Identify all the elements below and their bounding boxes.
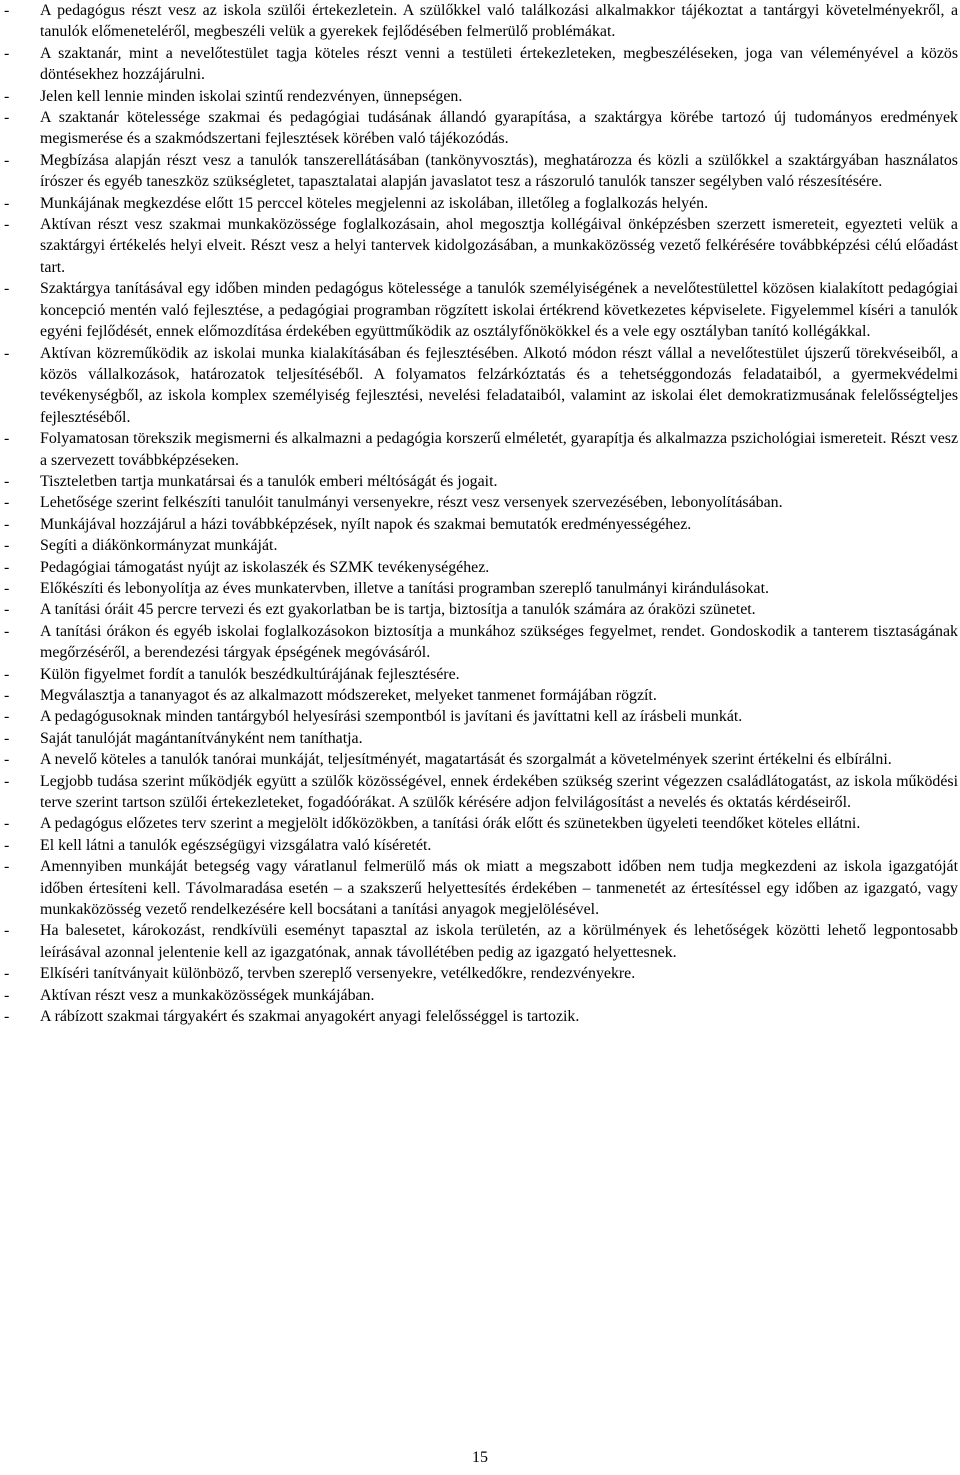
bullet-dash: - — [4, 622, 10, 640]
bullet-dash: - — [4, 109, 10, 127]
list-item-text: Saját tanulóját magántanítványként nem taníthatja. — [40, 729, 363, 747]
list-item-text: Előkészíti és lebonyolítja az éves munkatervben, illetve a tanítási programban szereplő tanulmányi kirándulásokat. — [40, 579, 769, 597]
list-item — [4, 278, 958, 342]
bullet-dash: - — [4, 515, 10, 533]
list-item-text: Munkájával hozzájárul a házi továbbképzések, nyílt napok és szakmai bemutatók eredményességéhez. — [40, 515, 692, 533]
list-item-text: A tanítási órákon és egyéb iskolai foglalkozásokon biztosítja a munkához szükséges fegyelmet, rendet. Gondoskodik a tanterem tisztaságának megőrzéséről, a berendezési tárgyak épségének megóvásáról. — [40, 622, 958, 662]
list-item — [4, 535, 958, 556]
list-item — [4, 728, 958, 749]
list-item — [4, 749, 958, 770]
list-item — [4, 621, 958, 664]
bullet-dash: - — [4, 537, 10, 555]
list-item — [4, 428, 958, 471]
list-item — [4, 835, 958, 856]
list-item-text: A nevelő köteles a tanulók tanórai munkáját, teljesítményét, magatartását és szorgalmát a követelmények szerint értékelni és elbírálni. — [40, 751, 892, 769]
list-item-text: A tanítási óráit 45 percre tervezi és ezt gyakorlatban be is tartja, biztosítja a tanulók számára az óraközi szünetet. — [40, 601, 756, 619]
bullet-dash: - — [4, 601, 10, 619]
list-item-text: Amennyiben munkáját betegség vagy váratlanul felmerülő más ok miatt a megszabott időben nem tudja megkezdeni az iskola igazgatóját időben értesíteni kell. Távolmaradása esetén – a szakszerű helyettesítés érdekében – tanmenetét az értesítéssel egy időben az igazgató, vagy munkaközösség vezető rendelkezésére kell bocsátani a tanítási anyagok megjelölésével. — [40, 858, 958, 919]
list-item — [4, 492, 958, 513]
list-item — [4, 856, 958, 920]
list-item-text: Megválasztja a tananyagot és az alkalmazott módszereket, melyeket tanmenet formájában rögzít. — [40, 687, 657, 704]
list-item-text: Elkíséri tanítványait különböző, tervben szereplő versenyekre, vetélkedőkre, rendezvényekre. — [40, 965, 636, 983]
bullet-dash: - — [4, 708, 10, 726]
list-item — [4, 0, 958, 43]
list-item — [4, 963, 958, 984]
list-item — [4, 706, 958, 727]
list-item — [4, 107, 958, 150]
bullet-dash: - — [4, 1008, 10, 1026]
list-item — [4, 43, 958, 86]
list-item — [4, 771, 958, 814]
list-item — [4, 1006, 958, 1027]
list-item-text: A rábízott szakmai tárgyakért és szakmai anyagokért anyagi felelősséggel is tartozik. — [40, 1008, 580, 1026]
list-item — [4, 514, 958, 535]
list-item-text: Pedagógiai támogatást nyújt az iskolaszék és SZMK tevékenységéhez. — [40, 558, 490, 576]
list-item-text: A pedagógus előzetes terv szerint a megjelölt időközökben, a tanítási órák előtt és szünetekben ügyeleti teendőket köteles ellátni. — [40, 815, 861, 833]
list-item — [4, 86, 958, 107]
bullet-dash: - — [4, 815, 10, 833]
list-item-text: Munkájának megkezdése előtt 15 perccel köteles megjelenni az iskolában, illetőleg a foglalkozás helyén. — [40, 194, 709, 212]
bullet-dash: - — [4, 836, 10, 854]
bullet-dash: - — [4, 430, 10, 448]
bullet-dash: - — [4, 986, 10, 1004]
bullet-dash: - — [4, 858, 10, 876]
list-item-text: Szaktárgya tanításával egy időben minden pedagógus kötelessége a tanulók személyiségének a nevelőtestülettel közösen kialakított pedagógiai koncepció mentén való fejlesztése, a pedagógiai programban rögzített iskolai értékrend következetes képviselete. Figyelemmel kíséri a tanulók egyéni fejlődését, ennek előmozdítása érdekében együttműködik az osztályfőnökökkel és a vele egy osztályban tanító kollégákkal. — [40, 280, 958, 341]
bullet-dash: - — [4, 494, 10, 512]
bullet-dash: - — [4, 87, 10, 105]
list-item-text: Aktívan részt vesz a munkaközösségek munkájában. — [40, 986, 375, 1004]
list-item — [4, 685, 958, 706]
list-item-text: Külön figyelmet fordít a tanulók beszédkultúrájának fejlesztésére. — [40, 665, 460, 683]
list-item-text: Megbízása alapján részt vesz a tanulók tanszerellátásában (tankönyvosztás), meghatározza és közli a szülőkkel a szaktárgyában használatos írószer és egyéb taneszköz szükségletet, tapasztalatai alapján javaslatot tesz a rászoruló tanulók tanszer segélyben való részesítésére. — [40, 151, 958, 191]
bullet-dash: - — [4, 922, 10, 940]
list-item — [4, 813, 958, 834]
list-item-text: Aktívan közreműködik az iskolai munka kialakításában és fejlesztésében. Alkotó módon részt vállal a nevelőtestület újszerű törekvéseiből, a közös vállalkozások, határozatok teljesítéséből. A folyamatos felzárkóztatás és a tehetséggondozás feladataiból, a gyermekvédelmi tevékenységből, az iskola komplex személyiség fejlesztési, nevelési feladataiból, valamint az iskolai élet demokratizmusának felelősségteljes fejlesztéséből. — [40, 344, 958, 426]
list-item-text: A pedagógusoknak minden tantárgyból helyesírási szempontból is javítani és javíttatni kell az írásbeli munkát. — [40, 708, 743, 726]
list-item-text: Tiszteletben tartja munkatársai és a tanulók emberi méltóságát és jogait. — [40, 472, 498, 490]
bullet-dash: - — [4, 751, 10, 769]
bullet-dash: - — [4, 772, 10, 790]
bullet-dash: - — [4, 558, 10, 576]
bullet-dash: - — [4, 579, 10, 597]
list-item-text: A szaktanár kötelessége szakmai és pedagógiai tudásának állandó gyarapítása, a szaktárgya körébe tartozó új tudományos eredmények megismerése és a szakmódszertani fejlesztések körében való tájékozódás. — [40, 109, 958, 148]
bullet-dash: - — [4, 687, 10, 704]
list-item — [4, 985, 958, 1006]
list-item-text: El kell látni a tanulók egészségügyi vizsgálatra való kíséretét. — [40, 836, 432, 854]
bullet-dash: - — [4, 729, 10, 747]
list-item-text: A pedagógus részt vesz az iskola szülői értekezletein. A szülőkkel való találkozási alkalmakkor tájékoztat a tantárgyi követelményekről, a tanulók előmeneteléről, megbeszéli velük a gyerekek fejlődésében felmerülő problémákat. — [40, 2, 958, 41]
list-item — [4, 599, 958, 620]
list-item — [4, 193, 958, 214]
page-number: 15 — [472, 1449, 488, 1466]
list-item-text: Segíti a diákönkormányzat munkáját. — [40, 537, 278, 555]
list-item-text: Aktívan részt vesz szakmai munkaközössége foglalkozásain, ahol megosztja kollégáival önképzésben szerzett ismereteit, egyezteti velük a szaktárgyi értékelés helyi elveit. Részt vesz a helyi tantervek kidolgozásában, a munkaközösség vezető felkérésére továbbképzési célú előadást tart. — [40, 216, 958, 276]
list-item — [4, 664, 958, 685]
list-item — [4, 578, 958, 599]
bullet-dash: - — [4, 44, 10, 62]
list-item-text: Folyamatosan törekszik megismerni és alkalmazni a pedagógia korszerű elméletét, gyarapítja és alkalmazza pszichológiai ismereteit. Részt vesz a szervezett továbbképzéseken. — [40, 430, 958, 469]
bullet-dash: - — [4, 280, 10, 298]
list-item — [4, 557, 958, 578]
bullet-dash: - — [4, 2, 10, 19]
bullet-dash: - — [4, 216, 10, 234]
bullet-dash: - — [4, 194, 10, 212]
bullet-dash: - — [4, 472, 10, 490]
bullet-dash: - — [4, 965, 10, 983]
list-item-text: Lehetősége szerint felkészíti tanulóit tanulmányi versenyekre, részt vesz versenyek szervezésében, lebonyolításában. — [40, 494, 783, 512]
list-item — [4, 920, 958, 963]
list-item-text: Legjobb tudása szerint működjék együtt a szülők közösségével, ennek érdekében szükség szerint végezzen családlátogatást, az iskola működési terve szerint tartson szülői értekezleteket, fogadóórákat. A szülők kérésére adjon felvilágosítást a nevelés és oktatás kérdéseiről. — [40, 772, 958, 812]
list-item — [4, 471, 958, 492]
duties-bullet-list — [4, 0, 958, 1028]
bullet-dash: - — [4, 344, 10, 362]
bullet-dash: - — [4, 151, 10, 169]
list-item — [4, 150, 958, 193]
list-item-text: Ha balesetet, károkozást, rendkívüli eseményt tapasztal az iskola területén, az a körülmények és lehetőségek közötti lehető legpontosabb leírásával azonnal jelentenie kell az igazgatónak, annak távollétében pedig az igazgató helyettesnek. — [40, 922, 958, 961]
bullet-dash: - — [4, 665, 10, 683]
list-item-text: Jelen kell lennie minden iskolai szintű rendezvényen, ünnepségen. — [40, 87, 463, 105]
list-item-text: A szaktanár, mint a nevelőtestület tagja köteles részt venni a testületi értekezleteken, megbeszéléseken, joga van véleményével a közös döntésekhez hozzájárulni. — [40, 44, 958, 84]
list-item — [4, 214, 958, 278]
list-item — [4, 343, 958, 429]
